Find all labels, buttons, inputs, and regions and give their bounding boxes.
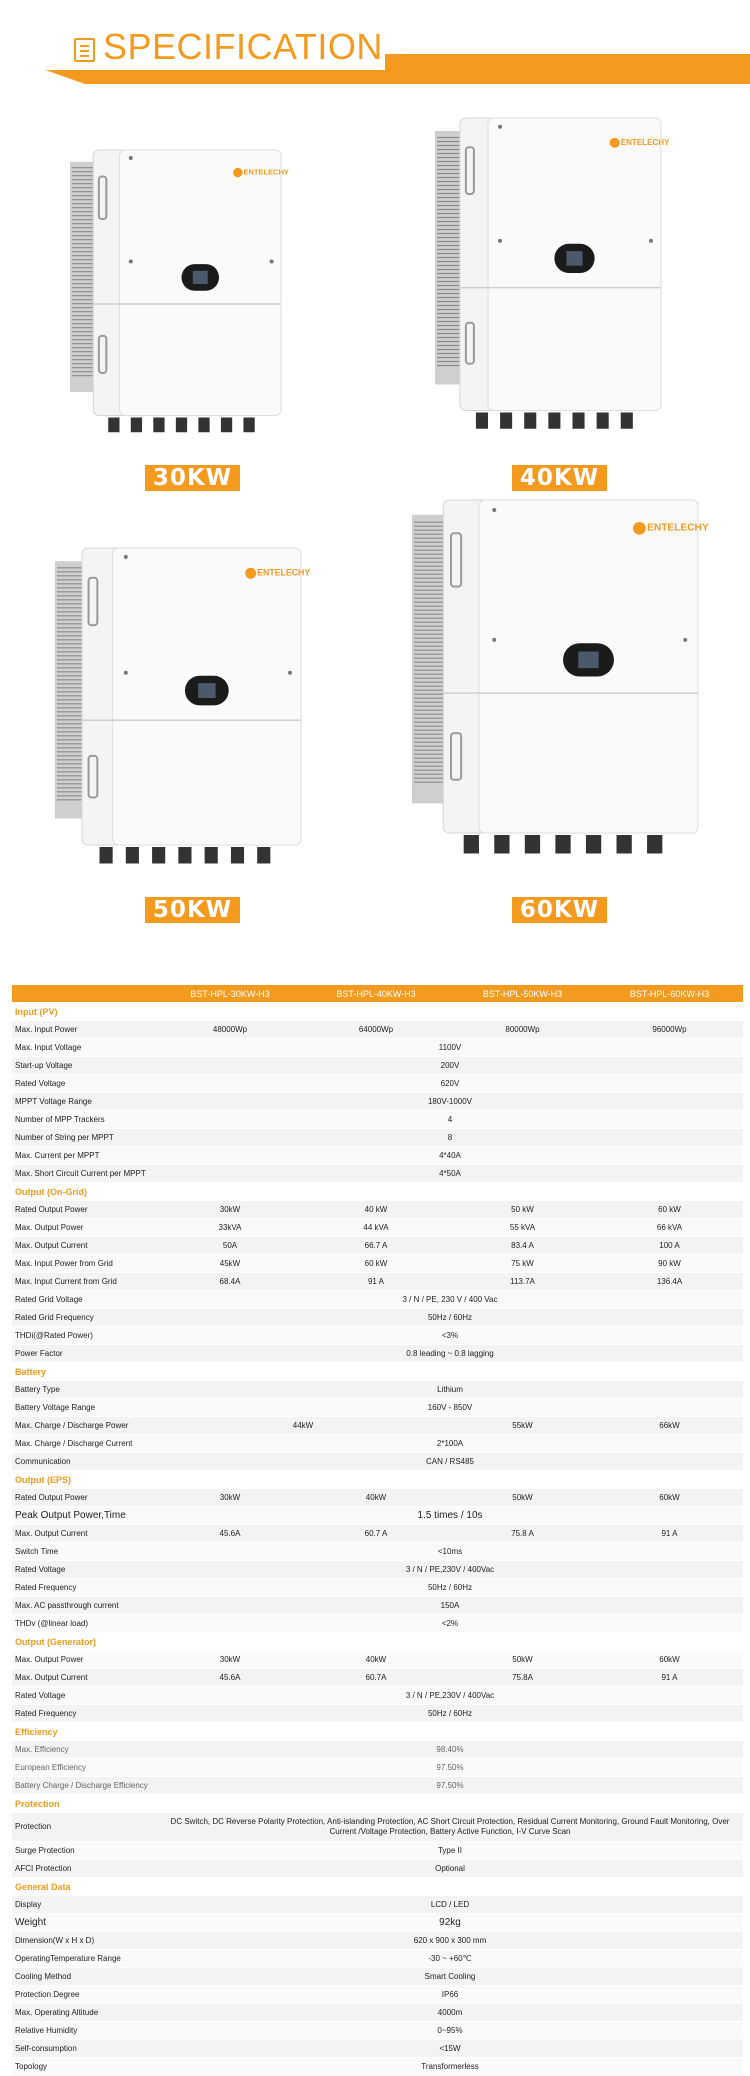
value-cell-merged: 1.5 times / 10s [157, 1507, 743, 1525]
specification-table [12, 985, 743, 2076]
value-cell: 66kW [596, 1417, 743, 1435]
section-heading: Efficiency [12, 1723, 743, 1741]
value-cell-merged: LCD / LED [157, 1896, 743, 1914]
row-label: Max. Efficiency [12, 1741, 157, 1759]
table-header-cell: BST-HPL-50KW-H3 [449, 985, 596, 1003]
table-row [12, 1165, 743, 1183]
row-label: Start-up Voltage [12, 1057, 157, 1075]
value-cell: 64000Wp [303, 1021, 449, 1039]
value-cell-merged: 8 [157, 1129, 743, 1147]
value-cell-merged: 50Hz / 60Hz [157, 1309, 743, 1327]
value-cell-merged: Optional [157, 1860, 743, 1878]
row-label: THDv (@linear load) [12, 1615, 157, 1633]
value-cell-merged: 3 / N / PE,230V / 400Vac [157, 1687, 743, 1705]
table-row [12, 1255, 743, 1273]
value-cell-merged: 4*50A [157, 1165, 743, 1183]
model-badge-60kw: 60KW [512, 897, 607, 923]
value-cell: 44kW [157, 1417, 449, 1435]
row-label: Max. Output Current [12, 1525, 157, 1543]
table-row [12, 1950, 743, 1968]
row-label: Rated Voltage [12, 1075, 157, 1093]
table-row [12, 1327, 743, 1345]
section-heading: Output (On-Grid) [12, 1183, 743, 1201]
row-label: Rated Frequency [12, 1579, 157, 1597]
row-label: Topology [12, 2058, 157, 2076]
table-header-cell: BST-HPL-60KW-H3 [596, 985, 743, 1003]
table-row [12, 1525, 743, 1543]
table-row [12, 1273, 743, 1291]
row-label: THDi(@Rated Power) [12, 1327, 157, 1345]
row-label: Weight [12, 1914, 157, 1932]
value-cell: 75.8A [449, 1669, 596, 1687]
model-badge-40kw: 40KW [512, 465, 607, 491]
row-label: Rated Voltage [12, 1561, 157, 1579]
value-cell-merged: 1100V [157, 1039, 743, 1057]
svg-text:ENTELECHY: ENTELECHY [243, 167, 289, 177]
table-row [12, 1687, 743, 1705]
value-cell: 75 kW [449, 1255, 596, 1273]
svg-text:ENTELECHY: ENTELECHY [647, 522, 709, 534]
svg-text:ENTELECHY: ENTELECHY [620, 137, 670, 147]
value-cell-merged: <10ms [157, 1543, 743, 1561]
value-cell-merged: 150A [157, 1597, 743, 1615]
value-cell-merged: Type II [157, 1842, 743, 1860]
table-row [12, 2004, 743, 2022]
value-cell: 68.4A [157, 1273, 303, 1291]
table-row [12, 1417, 743, 1435]
row-label: AFCI Protection [12, 1860, 157, 1878]
table-row [12, 1291, 743, 1309]
table-row [12, 2022, 743, 2040]
row-label: Dimension(W x H x D) [12, 1932, 157, 1950]
value-cell-merged: 4*40A [157, 1147, 743, 1165]
section-heading-row [12, 1471, 743, 1489]
table-row [12, 1435, 743, 1453]
value-cell: 60.7 A [303, 1525, 449, 1543]
value-cell: 60 kW [596, 1201, 743, 1219]
section-heading-row [12, 1633, 743, 1651]
row-label: Max. Charge / Discharge Current [12, 1435, 157, 1453]
value-cell-merged: <2% [157, 1615, 743, 1633]
section-heading-row [12, 1878, 743, 1896]
inverter-image [435, 118, 670, 443]
row-label: Max. Charge / Discharge Power [12, 1417, 157, 1435]
section-heading: Battery [12, 1363, 743, 1381]
value-cell: 44 kVA [303, 1219, 449, 1237]
value-cell: 113.7A [449, 1273, 596, 1291]
value-cell: 50A [157, 1237, 303, 1255]
row-label: OperatingTemperature Range [12, 1950, 157, 1968]
row-label: Max. Output Current [12, 1669, 157, 1687]
value-cell-merged: 92kg [157, 1914, 743, 1932]
value-cell: 66 kVA [596, 1219, 743, 1237]
row-label: Self-consumption [12, 2040, 157, 2058]
table-row [12, 1219, 743, 1237]
row-label: Max. Current per MPPT [12, 1147, 157, 1165]
table-row [12, 1237, 743, 1255]
row-label: Max. Short Circuit Current per MPPT [12, 1165, 157, 1183]
table-header-cell: BST-HPL-40KW-H3 [303, 985, 449, 1003]
inverter-image [55, 548, 311, 878]
section-heading-row [12, 1723, 743, 1741]
table-row [12, 1111, 743, 1129]
section-heading: General Data [12, 1878, 743, 1896]
row-label: Power Factor [12, 1345, 157, 1363]
value-cell: 30kW [157, 1201, 303, 1219]
value-cell-merged: DC Switch, DC Reverse Polarity Protection, Anti-islanding Protection, AC Short Circuit Protection, Residual Current Monitoring, Ground Fault Monitoring, Over Current /Voltage Protection, Battery Active Function, I-V Curve Scan [157, 1813, 743, 1842]
table-row [12, 1561, 743, 1579]
value-cell: 100 A [596, 1237, 743, 1255]
table-row [12, 1813, 743, 1842]
value-cell: 91 A [303, 1273, 449, 1291]
svg-text:ENTELECHY: ENTELECHY [257, 567, 311, 578]
table-row [12, 1759, 743, 1777]
table-row [12, 1669, 743, 1687]
value-cell-merged: 0.8 leading ~ 0.8 lagging [157, 1345, 743, 1363]
table-row [12, 1147, 743, 1165]
row-label: Rated Frequency [12, 1705, 157, 1723]
row-label: Rated Grid Frequency [12, 1309, 157, 1327]
table-row [12, 1579, 743, 1597]
table-row [12, 1453, 743, 1471]
table-row [12, 1201, 743, 1219]
value-cell: 50 kW [449, 1201, 596, 1219]
row-label: Max. Output Power [12, 1219, 157, 1237]
value-cell-merged: 4 [157, 1111, 743, 1129]
value-cell: 91 A [596, 1669, 743, 1687]
row-label: Rated Grid Voltage [12, 1291, 157, 1309]
value-cell-merged: Lithium [157, 1381, 743, 1399]
table-row [12, 1543, 743, 1561]
table-row [12, 1896, 743, 1914]
row-label: Number of String per MPPT [12, 1129, 157, 1147]
section-heading: Output (EPS) [12, 1471, 743, 1489]
value-cell-merged: Transformerless [157, 2058, 743, 2076]
value-cell-merged: 200V [157, 1057, 743, 1075]
value-cell: 60kW [596, 1489, 743, 1507]
value-cell-merged: 4000m [157, 2004, 743, 2022]
row-label: Protection Degree [12, 1986, 157, 2004]
row-label: Max. Input Power [12, 1021, 157, 1039]
table-row [12, 1651, 743, 1669]
row-label: Number of MPP Trackers [12, 1111, 157, 1129]
value-cell-merged: CAN / RS485 [157, 1453, 743, 1471]
table-row [12, 1309, 743, 1327]
value-cell-merged: 97.50% [157, 1759, 743, 1777]
section-heading-row [12, 1363, 743, 1381]
value-cell: 30kW [157, 1651, 303, 1669]
value-cell-merged: 50Hz / 60Hz [157, 1705, 743, 1723]
table-header-row [12, 985, 743, 1003]
table-header-cell: BST-HPL-30KW-H3 [157, 985, 303, 1003]
table-row [12, 1399, 743, 1417]
value-cell-merged: 2*100A [157, 1435, 743, 1453]
row-label: Rated Output Power [12, 1489, 157, 1507]
table-row [12, 1914, 743, 1932]
section-heading-row [12, 1003, 743, 1021]
value-cell: 30kW [157, 1489, 303, 1507]
value-cell: 60.7A [303, 1669, 449, 1687]
value-cell-merged: <3% [157, 1327, 743, 1345]
value-cell: 66.7 A [303, 1237, 449, 1255]
value-cell: 83.4 A [449, 1237, 596, 1255]
model-badge-30kw: 30KW [145, 465, 240, 491]
table-row [12, 1615, 743, 1633]
row-label: Cooling Method [12, 1968, 157, 1986]
table-row [12, 2040, 743, 2058]
row-label: Rated Output Power [12, 1201, 157, 1219]
value-cell: 55 kVA [449, 1219, 596, 1237]
value-cell: 80000Wp [449, 1021, 596, 1039]
row-label: Communication [12, 1453, 157, 1471]
inverter-image [412, 500, 709, 870]
table-row [12, 1129, 743, 1147]
row-label: Max. Input Power from Grid [12, 1255, 157, 1273]
table-row [12, 1489, 743, 1507]
value-cell: 60kW [596, 1651, 743, 1669]
row-label: Peak Output Power,Time [12, 1507, 157, 1525]
value-cell: 50kW [449, 1489, 596, 1507]
value-cell: 40kW [303, 1651, 449, 1669]
section-header [0, 0, 750, 90]
value-cell-merged: Smart Cooling [157, 1968, 743, 1986]
value-cell-merged: 160V - 850V [157, 1399, 743, 1417]
value-cell: 75.8 A [449, 1525, 596, 1543]
value-cell: 91 A [596, 1525, 743, 1543]
value-cell-merged: 620V [157, 1075, 743, 1093]
value-cell: 50kW [449, 1651, 596, 1669]
row-label: Max. AC passthrough current [12, 1597, 157, 1615]
value-cell-merged: 620 x 900 x 300 mm [157, 1932, 743, 1950]
section-heading-row [12, 1183, 743, 1201]
row-label: Relative Humidity [12, 2022, 157, 2040]
document-list-icon [74, 38, 95, 62]
value-cell-merged: 97.50% [157, 1777, 743, 1795]
row-label: Protection [12, 1813, 157, 1842]
table-row [12, 1381, 743, 1399]
value-cell: 48000Wp [157, 1021, 303, 1039]
row-label: Battery Voltage Range [12, 1399, 157, 1417]
table-row [12, 1507, 743, 1525]
table-row [12, 1741, 743, 1759]
value-cell-merged: 180V-1000V [157, 1093, 743, 1111]
value-cell: 55kW [449, 1417, 596, 1435]
row-label: Surge Protection [12, 1842, 157, 1860]
row-label: Max. Output Power [12, 1651, 157, 1669]
table-row [12, 1932, 743, 1950]
table-row [12, 1597, 743, 1615]
value-cell-merged: 3 / N / PE, 230 V / 400 Vac [157, 1291, 743, 1309]
value-cell: 45.6A [157, 1669, 303, 1687]
inverter-image [70, 150, 289, 445]
section-heading-row [12, 1795, 743, 1813]
value-cell: 45kW [157, 1255, 303, 1273]
value-cell: 40kW [303, 1489, 449, 1507]
value-cell: 90 kW [596, 1255, 743, 1273]
value-cell: 45.6A [157, 1525, 303, 1543]
value-cell-merged: 98.40% [157, 1741, 743, 1759]
value-cell: 96000Wp [596, 1021, 743, 1039]
table-row [12, 1705, 743, 1723]
page-title: SPECIFICATION [103, 26, 383, 67]
row-label: Battery Charge / Discharge Efficiency [12, 1777, 157, 1795]
table-row [12, 1860, 743, 1878]
row-label: MPPT Voltage Range [12, 1093, 157, 1111]
row-label: Max. Input Voltage [12, 1039, 157, 1057]
value-cell-merged: 3 / N / PE,230V / 400Vac [157, 1561, 743, 1579]
table-row [12, 1345, 743, 1363]
table-row [12, 1968, 743, 1986]
value-cell: 60 kW [303, 1255, 449, 1273]
row-label: Battery Type [12, 1381, 157, 1399]
row-label: Display [12, 1896, 157, 1914]
table-row [12, 1075, 743, 1093]
value-cell-merged: IP66 [157, 1986, 743, 2004]
value-cell: 136.4A [596, 1273, 743, 1291]
table-row [12, 1021, 743, 1039]
model-badge-50kw: 50KW [145, 897, 240, 923]
value-cell-merged: 50Hz / 60Hz [157, 1579, 743, 1597]
table-row [12, 1057, 743, 1075]
table-row [12, 2058, 743, 2076]
section-heading: Output (Generator) [12, 1633, 743, 1651]
row-label: Max. Input Current from Grid [12, 1273, 157, 1291]
value-cell: 33kVA [157, 1219, 303, 1237]
table-row [12, 1039, 743, 1057]
row-label: Rated Voltage [12, 1687, 157, 1705]
section-heading: Protection [12, 1795, 743, 1813]
row-label: European Efficiency [12, 1759, 157, 1777]
row-label: Switch Time [12, 1543, 157, 1561]
table-row [12, 1093, 743, 1111]
table-row [12, 1842, 743, 1860]
row-label: Max. Output Current [12, 1237, 157, 1255]
table-header-cell [12, 985, 157, 1003]
value-cell-merged: -30 ~ +60℃ [157, 1950, 743, 1968]
table-row [12, 1986, 743, 2004]
table-row [12, 1777, 743, 1795]
row-label: Max. Operating Altitude [12, 2004, 157, 2022]
value-cell-merged: 0~95% [157, 2022, 743, 2040]
section-heading: Input (PV) [12, 1003, 743, 1021]
value-cell-merged: <15W [157, 2040, 743, 2058]
value-cell: 40 kW [303, 1201, 449, 1219]
